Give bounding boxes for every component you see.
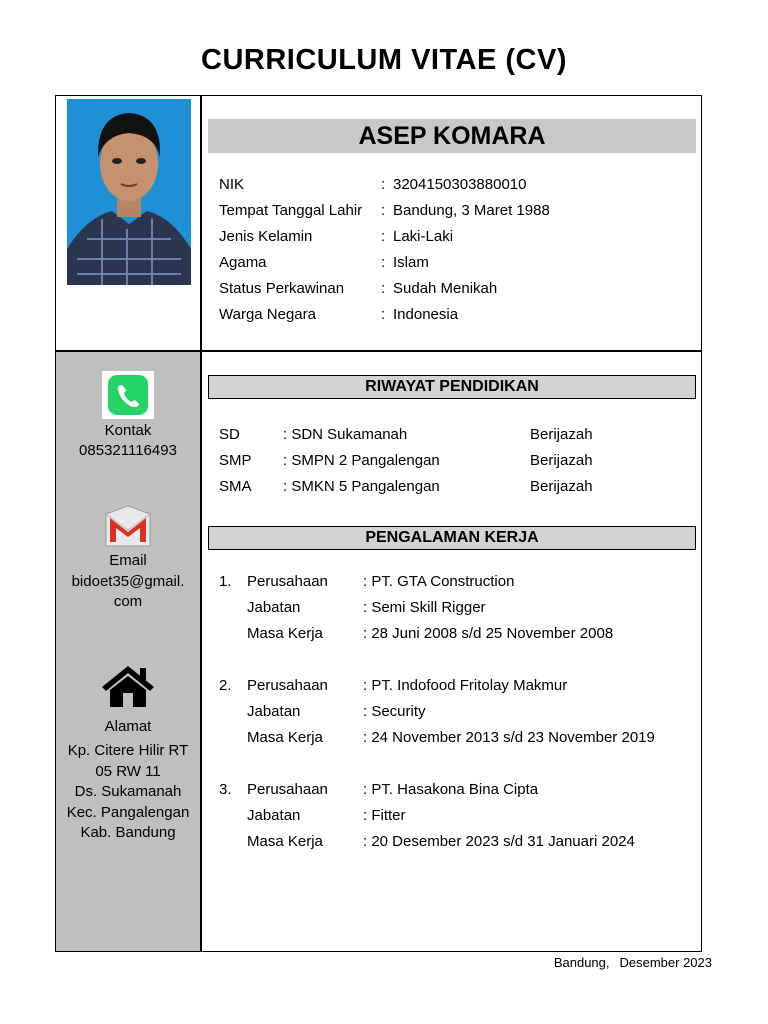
info-label: Jenis Kelamin (219, 228, 313, 245)
address-line: Kp. Citere Hilir RT (67, 742, 189, 759)
email-label: Email (109, 552, 147, 569)
work-position-label: Jabatan (247, 807, 301, 824)
contact-label: Kontak (104, 422, 152, 439)
education-level: SD (219, 426, 240, 443)
info-label: Agama (219, 254, 267, 271)
work-item-number: 1. (219, 573, 232, 590)
work-position-value: : Fitter (363, 807, 406, 824)
work-company-value: : PT. Hasakona Bina Cipta (363, 781, 539, 798)
address-line: Ds. Sukamanah (74, 783, 182, 800)
education-school: : SDN Sukamanah (283, 426, 408, 443)
column-divider (200, 95, 202, 952)
education-heading: RIWAYAT PENDIDIKAN (208, 375, 696, 399)
education-level: SMP (219, 452, 252, 469)
education-school: : SMPN 2 Pangalengan (283, 452, 440, 469)
whatsapp-phone-icon (102, 371, 154, 419)
info-value: Indonesia (393, 306, 459, 323)
address-line: Kec. Pangalengan (66, 804, 190, 821)
email-value-line2: com (113, 593, 143, 610)
home-icon-frame (100, 663, 156, 709)
address-label: Alamat (104, 718, 152, 735)
document-title: CURRICULUM VITAE (CV) (201, 44, 567, 76)
profile-photo-image (67, 99, 191, 285)
education-status: Berijazah (530, 426, 593, 443)
work-period-label: Masa Kerja (247, 729, 323, 746)
work-company-label: Perusahaan (247, 573, 328, 590)
work-period-value: : 28 Juni 2008 s/d 25 November 2008 (363, 625, 614, 642)
address-line: Kab. Bandung (80, 824, 176, 841)
info-colon: : (381, 202, 386, 219)
work-position-value: : Security (363, 703, 426, 720)
info-value: Sudah Menikah (393, 280, 498, 297)
name-heading: ASEP KOMARA (208, 119, 696, 153)
education-status: Berijazah (530, 452, 593, 469)
work-position-label: Jabatan (247, 599, 301, 616)
contact-value: 085321116493 (79, 442, 177, 459)
work-period-label: Masa Kerja (247, 833, 323, 850)
info-colon: : (381, 254, 386, 271)
footer-place: Bandung, (553, 955, 610, 970)
info-colon: : (381, 306, 386, 323)
work-period-value: : 20 Desember 2023 s/d 31 Januari 2024 (363, 833, 635, 850)
work-company-value: : PT. GTA Construction (363, 573, 515, 590)
info-colon: : (381, 280, 386, 297)
work-position-label: Jabatan (247, 703, 301, 720)
address-line: 05 RW 11 (95, 763, 161, 780)
education-level: SMA (219, 478, 252, 495)
info-colon: : (381, 176, 386, 193)
work-item-number: 2. (219, 677, 232, 694)
gmail-envelope-icon (103, 504, 153, 550)
info-label: Tempat Tanggal Lahir (219, 202, 363, 219)
info-value: Islam (393, 254, 429, 271)
work-company-label: Perusahaan (247, 781, 328, 798)
footer-date: Desember 2023 (619, 955, 712, 970)
phone-icon-frame (102, 371, 154, 419)
signature-date (554, 955, 712, 970)
profile-photo (67, 99, 191, 285)
work-item-number: 3. (219, 781, 232, 798)
info-value: Laki-Laki (393, 228, 454, 245)
info-value: Bandung, 3 Maret 1988 (393, 202, 550, 219)
work-company-label: Perusahaan (247, 677, 328, 694)
info-colon: : (381, 228, 386, 245)
email-value-line1: bidoet35@gmail. (71, 573, 185, 590)
info-label: Status Perkawinan (219, 280, 345, 297)
work-position-value: : Semi Skill Rigger (363, 599, 486, 616)
education-status: Berijazah (530, 478, 593, 495)
work-heading: PENGALAMAN KERJA (208, 526, 696, 550)
work-period-value: : 24 November 2013 s/d 23 November 2019 (363, 729, 655, 746)
work-company-value: : PT. Indofood Fritolay Makmur (363, 677, 568, 694)
education-school: : SMKN 5 Pangalengan (283, 478, 440, 495)
email-icon-frame (103, 504, 153, 550)
work-period-label: Masa Kerja (247, 625, 323, 642)
info-value: 3204150303880010 (393, 176, 527, 193)
info-label: NIK (219, 176, 245, 193)
row-divider (55, 350, 702, 352)
info-label: Warga Negara (219, 306, 316, 323)
home-icon (100, 663, 156, 709)
